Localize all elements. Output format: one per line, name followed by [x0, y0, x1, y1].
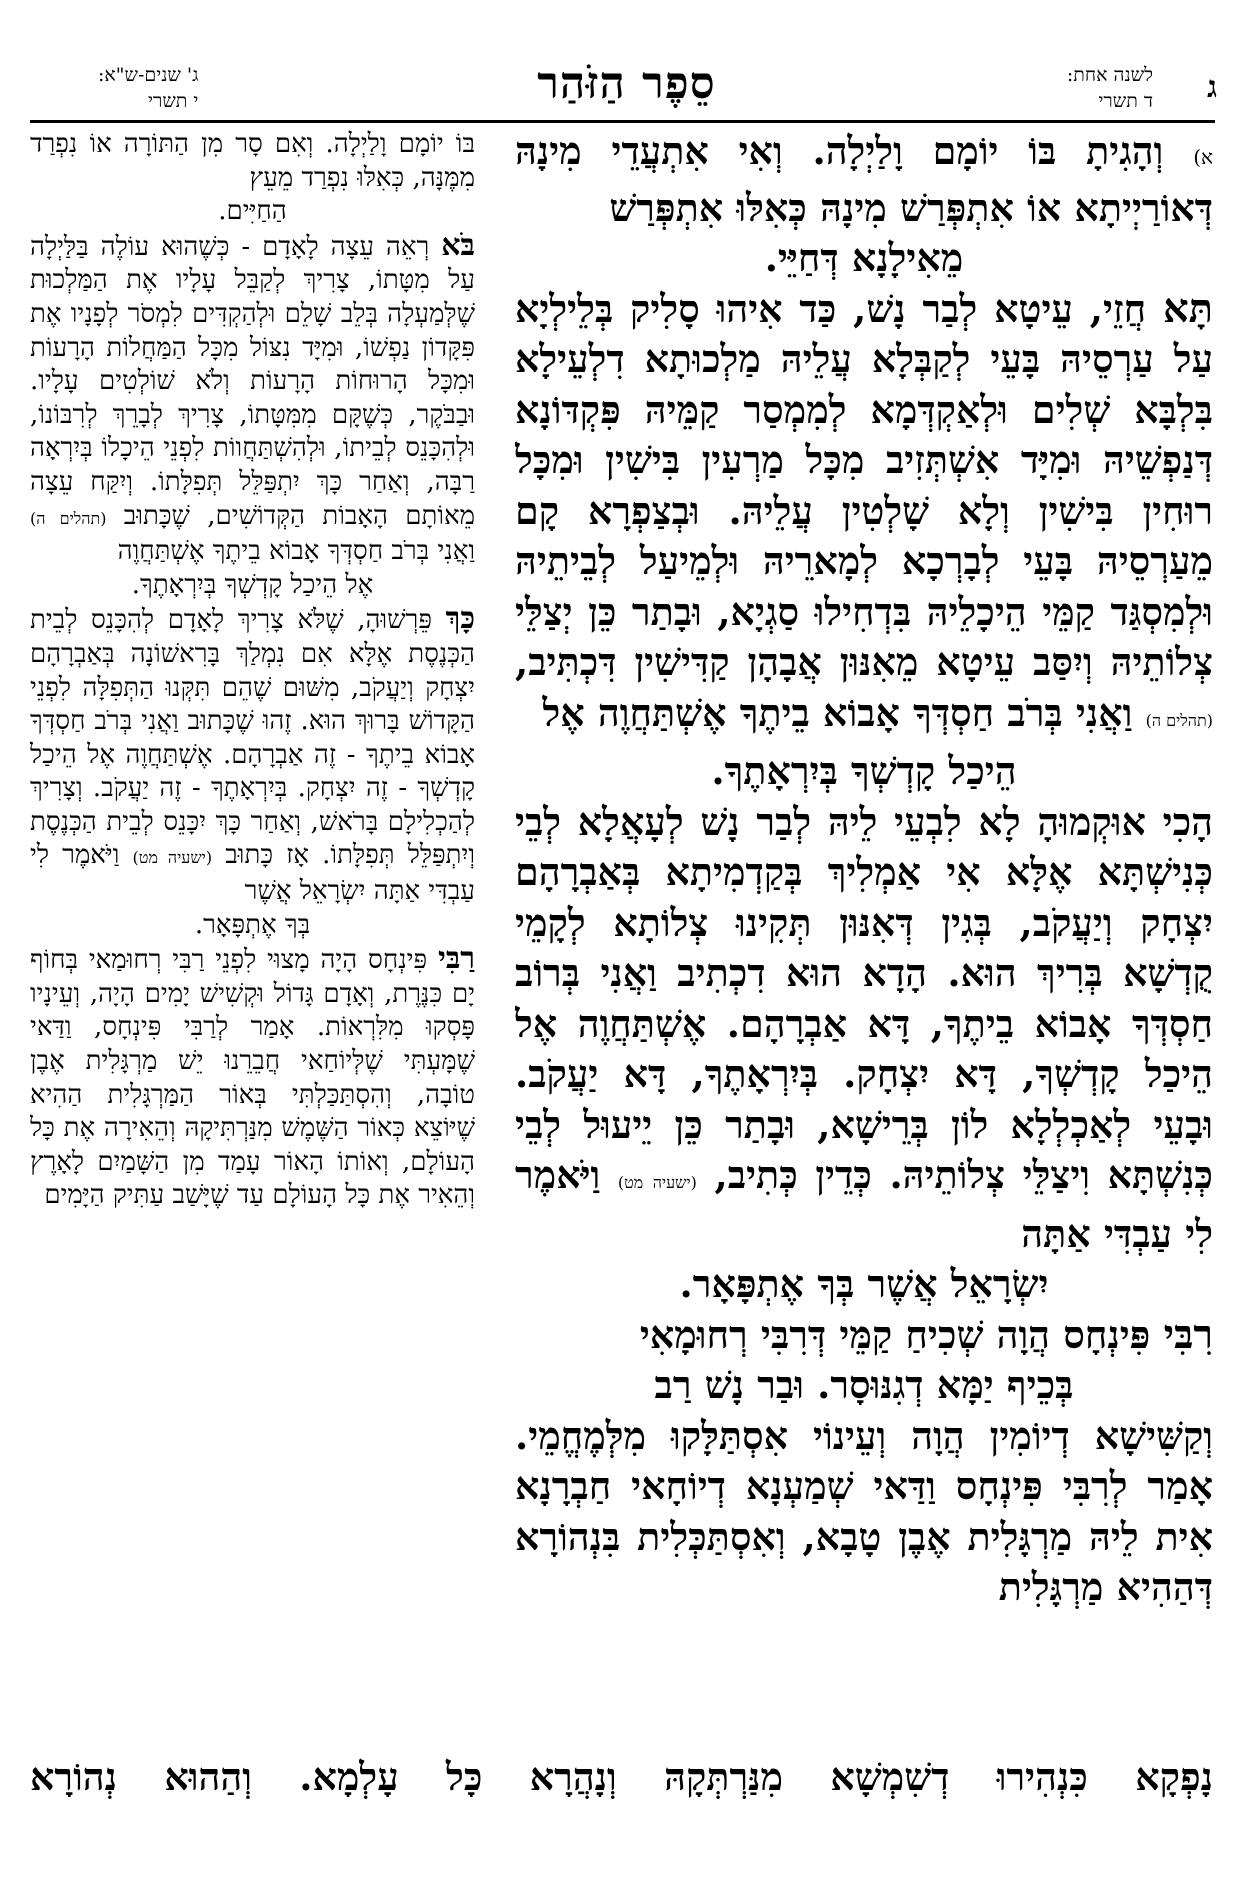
main-p4-tail: בְּכֵיף יַמָּא דְגִנּוּסָר. וּבַר נָשׁ רַב: [654, 1362, 1074, 1407]
header-rule: [30, 120, 1215, 123]
header-left-line1: ג' שנים-ש"א:: [98, 64, 199, 86]
side-paragraph-2: [30, 229, 475, 569]
main-paragraph-3: [515, 797, 1213, 1260]
side-s2-tail: אֶל הֵיכַל קָדְשְׁךָ בְּיִרְאָתֶךָ.: [131, 569, 374, 600]
header-right-line2: ד תשרי: [1098, 90, 1153, 112]
main-p2-text-b: וַאֲנִי בְּרֹב חַסְדְּךָ אָבוֹא בֵיתֶךָ אֶשְׁתַּחֲוֶה אֶל: [542, 689, 1133, 735]
side-s2-text-a: רְאֵה עֵצָה לָאָדָם - כְּשֶׁהוּא עוֹלֶה בַּלַּיְלָה עַל מִטָּתוֹ, צָרִיךְ לְקַבֵּל עָלָיו אֶת הַמַּלְכוּת שֶׁלְּמַעְלָה בְּלֵב שָׁלֵם וּלְהַקְדִּים לִמְסֹר לְפָנָיו אֶת פִּקָּדוֹן נַפְשׁוֹ, וּמִיָּד נִצּוֹל מִכָּל הַמַּחֲלוֹת הָרָעוֹת וּמִכָּל הָרוּחוֹת הָרָעוֹת וְלֹא שׁוֹלְטִים עָלָיו. וּבַבֹּקֶר, כְּשֶׁקָּם מִמִּטָּתוֹ, צָרִיךְ לְבָרֵךְ לְרִבּוֹנוֹ, וּלְהִכָּנֵס לְבֵיתוֹ, וּלְהִשְׁתַּחֲווֹת לִפְנֵי הֵיכָלוֹ בְּיִרְאָה רַבָּה, וְאַחַר כָּךְ יִתְפַּלֵּל תְּפִלָּתוֹ. וְיִקַּח עֵצָה מֵאוֹתָם הָאָבוֹת הַקְּדוֹשִׁים, שֶׁכָּתוּב: [30, 231, 475, 531]
main-p3-text-b: וַיֹּאמֶר לִי עַבְדִּי אַתָּה: [515, 1152, 1213, 1256]
running-header: [30, 58, 1223, 118]
main-p1-tail: מֵאִילָנָא דְּחַיֵּי.: [764, 235, 964, 280]
main-p4-text: פִּינְחָס הֲוָה שְׁכִיחַ קַמֵּי דְּרִבִּי רְחוּמָאִי: [639, 1311, 1151, 1357]
header-left-block: [98, 62, 198, 114]
side-s4-lead-word: רַבִּי: [437, 941, 475, 977]
header-left-line2: י תשרי: [148, 90, 199, 112]
side-s3-text-b: וַיֹּאמֶר לִי עַבְדִּי אַתָּה יִשְׂרָאֵל אֲשֶׁר: [30, 840, 475, 907]
side-s3-citation: (ישעיה מט): [132, 848, 213, 868]
side-s1-text: בּוֹ יוֹמָם וָלַיְלָה. וְאִם סָר מִן הַתּוֹרָה אוֹ נִפְרַד מִמֶּנָּה, כְּאִלּוּ נִפְרַד מֵעֵץ: [30, 129, 475, 193]
side-s3-tail: בְּךָ אֶתְפָּאָר.: [194, 909, 311, 940]
main-p3-citation: (ישעיה מט): [617, 1173, 697, 1192]
side-paragraph-4: [30, 942, 475, 1213]
side-s3-text-a: פֵּרְשׁוּהָ, שֶׁלֹּא צָרִיךְ לָאָדָם לְהִכָּנֵס לְבֵית הַכְּנֶסֶת אֶלָּא אִם נִמְלַךְ בָּרִאשׁוֹנָה בְּאַבְרָהָם יִצְחָק וְיַעֲקֹב, מִשּׁוּם שֶׁהֵם תִּקְּנוּ הַתְּפִלָּה לִפְנֵי הַקָּדוֹשׁ בָּרוּךְ הוּא. זֶהוּ שֶׁכָּתוּב וַאֲנִי בְּרֹב חַסְדְּךָ אָבוֹא בֵיתֶךָ - זֶה אַבְרָהָם. אֶשְׁתַּחֲוֶה אֶל הֵיכַל קָדְשְׁךָ - זֶה יִצְחָק. בְּיִרְאָתֶךָ - זֶה יַעֲקֹב. וְצָרִיךְ לְהַכְלִילָם בָּרֹאשׁ, וְאַחַר כָּךְ יִכָּנֵס לְבֵית הַכְּנֶסֶת וְיִתְפַּלֵּל תְּפִלָּתוֹ. אָז כָּתוּב: [30, 605, 475, 871]
main-paragraph-4: [515, 1310, 1213, 1361]
side-column-hebrew: [30, 128, 475, 1748]
side-s2-citation: (תהלים ה): [30, 508, 107, 528]
main-paragraph-2: [515, 284, 1213, 747]
main-p2-citation: (תהלים ה): [1145, 710, 1213, 730]
main-p4-lead-word: רִבִּי: [1163, 1310, 1213, 1358]
paragraph-marker: א): [1193, 145, 1213, 169]
main-p2-lead-word: תָּא: [1162, 284, 1213, 332]
main-p2-tail: הֵיכַל קָדְשְׁךָ בְּיִרְאָתֶךָ.: [711, 748, 1017, 793]
book-title: סֵפֶר הַזֹּהַר: [537, 58, 716, 109]
side-s3-lead-word: כָּךְ: [445, 601, 475, 637]
side-s1-tail: הַחַיִּים.: [218, 196, 287, 227]
main-p3-text-a: הָכִי אוּקְמוּהָ לָא לִבְעֵי לֵיהּ לְבַר נָשׁ לְעָאֲלָא לְבֵי כְּנִישְׁתָּא אֶלָּא אִי אַמְלִיךְ בְּקַדְמִיתָא בְּאַבְרָהָם יִצְחָק וְיַעֲקֹב, בְּגִין דְּאִנּוּן תְּקִינוּ צְלוֹתָא לְקָמֵי קֻדְשָׁא בְּרִיךְ הוּא. הָדָא הוּא דִכְתִיב וַאֲנִי בְּרוֹב חַסְדְּךָ אָבוֹא בֵיתֶךָ, דָּא אַבְרָהָם. אֶשְׁתַּחֲוֶה אֶל הֵיכַל קָדְשְׁךָ, דָּא יִצְחָק. בְּיִרְאָתֶךָ, דָּא יַעֲקֹב. וּבָעֵי לְאַכְלְלָא לוֹן בְּרֵישָׁא, וּבָתַר כֵּן יֵיעוּל לְבֵי כְּנִשְׁתָּא וִיצַלֵּי צְלוֹתֵיהּ. כְּדֵין כְּתִיב,: [515, 798, 1213, 1197]
side-s2-text-b: וַאֲנִי בְּרֹב חַסְדְּךָ אָבוֹא בֵיתֶךָ אֶשְׁתַּחֲוֶה: [117, 536, 475, 567]
side-s4-text: פִּינְחָס הָיָה מָצוּי לִפְנֵי רַבִּי רְחוּמַאי בְּחוֹף יָם כִּנֶּרֶת, וְאָדָם גָּדוֹל וּקְשִׁישׁ יָמִים הָיָה, וְעֵינָיו פָּסְקוּ מִלִּרְאוֹת. אָמַר לְרַבִּי פִּינְחָס, וַדַּאי שֶׁמָּעְתִּי שֶׁלְּיוֹחַאי חֲבֵרֵנוּ יֵשׁ מַרְגָּלִית אֶבֶן טוֹבָה, וְהִסְתַּכַּלְתִּי בְּאוֹר הַמַּרְגָּלִית הַהִיא שֶׁיּוֹצֵא כְּאוֹר הַשֶּׁמֶשׁ מִנַּרְתִּיקָהּ וְהֵאִירָה אֶת כָּל הָעוֹלָם, וְאוֹתוֹ הָאוֹר עָמַד מִן הַשָּׁמַיִם לָאָרֶץ וְהֵאִיר אֶת כָּל הָעוֹלָם עַד שֶׁיָּשַׁב עַתִּיק הַיָּמִים: [30, 945, 475, 1211]
bottom-full-width-line: נָפְקָא כִּנְהִירוּ דְשִׁמְשָׁא מִנַּרְתְּקָהּ וְנָהֲרָא כָּל עָלְמָא. וְהַהוּא נְהוֹרָא: [30, 1754, 1213, 1799]
main-p3-tail: יִשְׂרָאֵל אֲשֶׁר בְּךָ אֶתְפָּאָר.: [679, 1261, 1049, 1306]
main-p2-text-a: חֲזֵי, עֵיטָא לְבַר נָשׁ, כַּד אִיהוּ סָלִיק בְּלֵילְיָא עַל עַרְסֵיהּ בָּעֵי לְקַבְּלָא עֲלֵיהּ מַלְכוּתָא דִלְעֵילָא בִּלְבָּא שְׁלִים וּלְאַקְדְּמָא לְמִמְסַר קַמֵּיהּ פִּקְדּוֹנָא דְּנַפְשֵׁיהּ וּמִיָּד אִשְׁתְּזִיב מִכָּל מַרְעִין בִּישִׁין וּמִכָּל רוּחִין בִּישִׁין וְלָא שָׁלְטִין עֲלֵיהּ. וּבְצַפְרָא קָם מֵעַרְסֵיהּ בָּעֵי לְבָרְכָא לְמָארֵיהּ וּלְמֵיעַל לְבֵיתֵיהּ וּלְמִסְגַּד קַמֵּי הֵיכָלֵיהּ בִּדְחִילוּ סַגְיָא, וּבָתַר כֵּן יְצַלֵּי צְלוֹתֵיהּ וְיִסַּב עֵיטָא מֵאִנּוּן אֲבָהָן קַדִּישִׁין דִּכְתִּיב,: [515, 285, 1213, 684]
side-paragraph-3: [30, 602, 475, 908]
page-number: ג: [1207, 70, 1217, 105]
side-s2-lead-word: בֹּא: [441, 227, 475, 263]
main-paragraph-5: וְקַשִּׁישָׁא דְיוֹמִין הֲוָה וְעֵינוֹי אִסְתַּלָּקוּ מִלְּמֶחֱמֵי. אָמַר לְרִבִּי פִּינְחָס וַדַּאי שְׁמַעְנָא דְיוֹחָאי חַבְרָנָא אִית לֵיהּ מַרְגָּלִית אֶבֶן טָבָא, וְאִסְתַּכְּלִית בִּנְהוֹרָא דְּהַהִיא מַרְגָּלִית: [515, 1412, 1213, 1609]
main-paragraph-1: [515, 126, 1213, 233]
main-p1-text: וְהָגִיתָ בּוֹ יוֹמָם וָלַיְלָה. וְאִי אִתְעֲדֵי מִינָהּ דְּאוֹרַיְיתָא אוֹ אִתְפְּרַשׁ מִינָהּ כְּאִלּוּ אִתְפְּרַשׁ: [515, 128, 1213, 230]
header-right-line1: לשנה אחת:: [1066, 64, 1153, 86]
main-column-aramaic: [515, 126, 1213, 1751]
